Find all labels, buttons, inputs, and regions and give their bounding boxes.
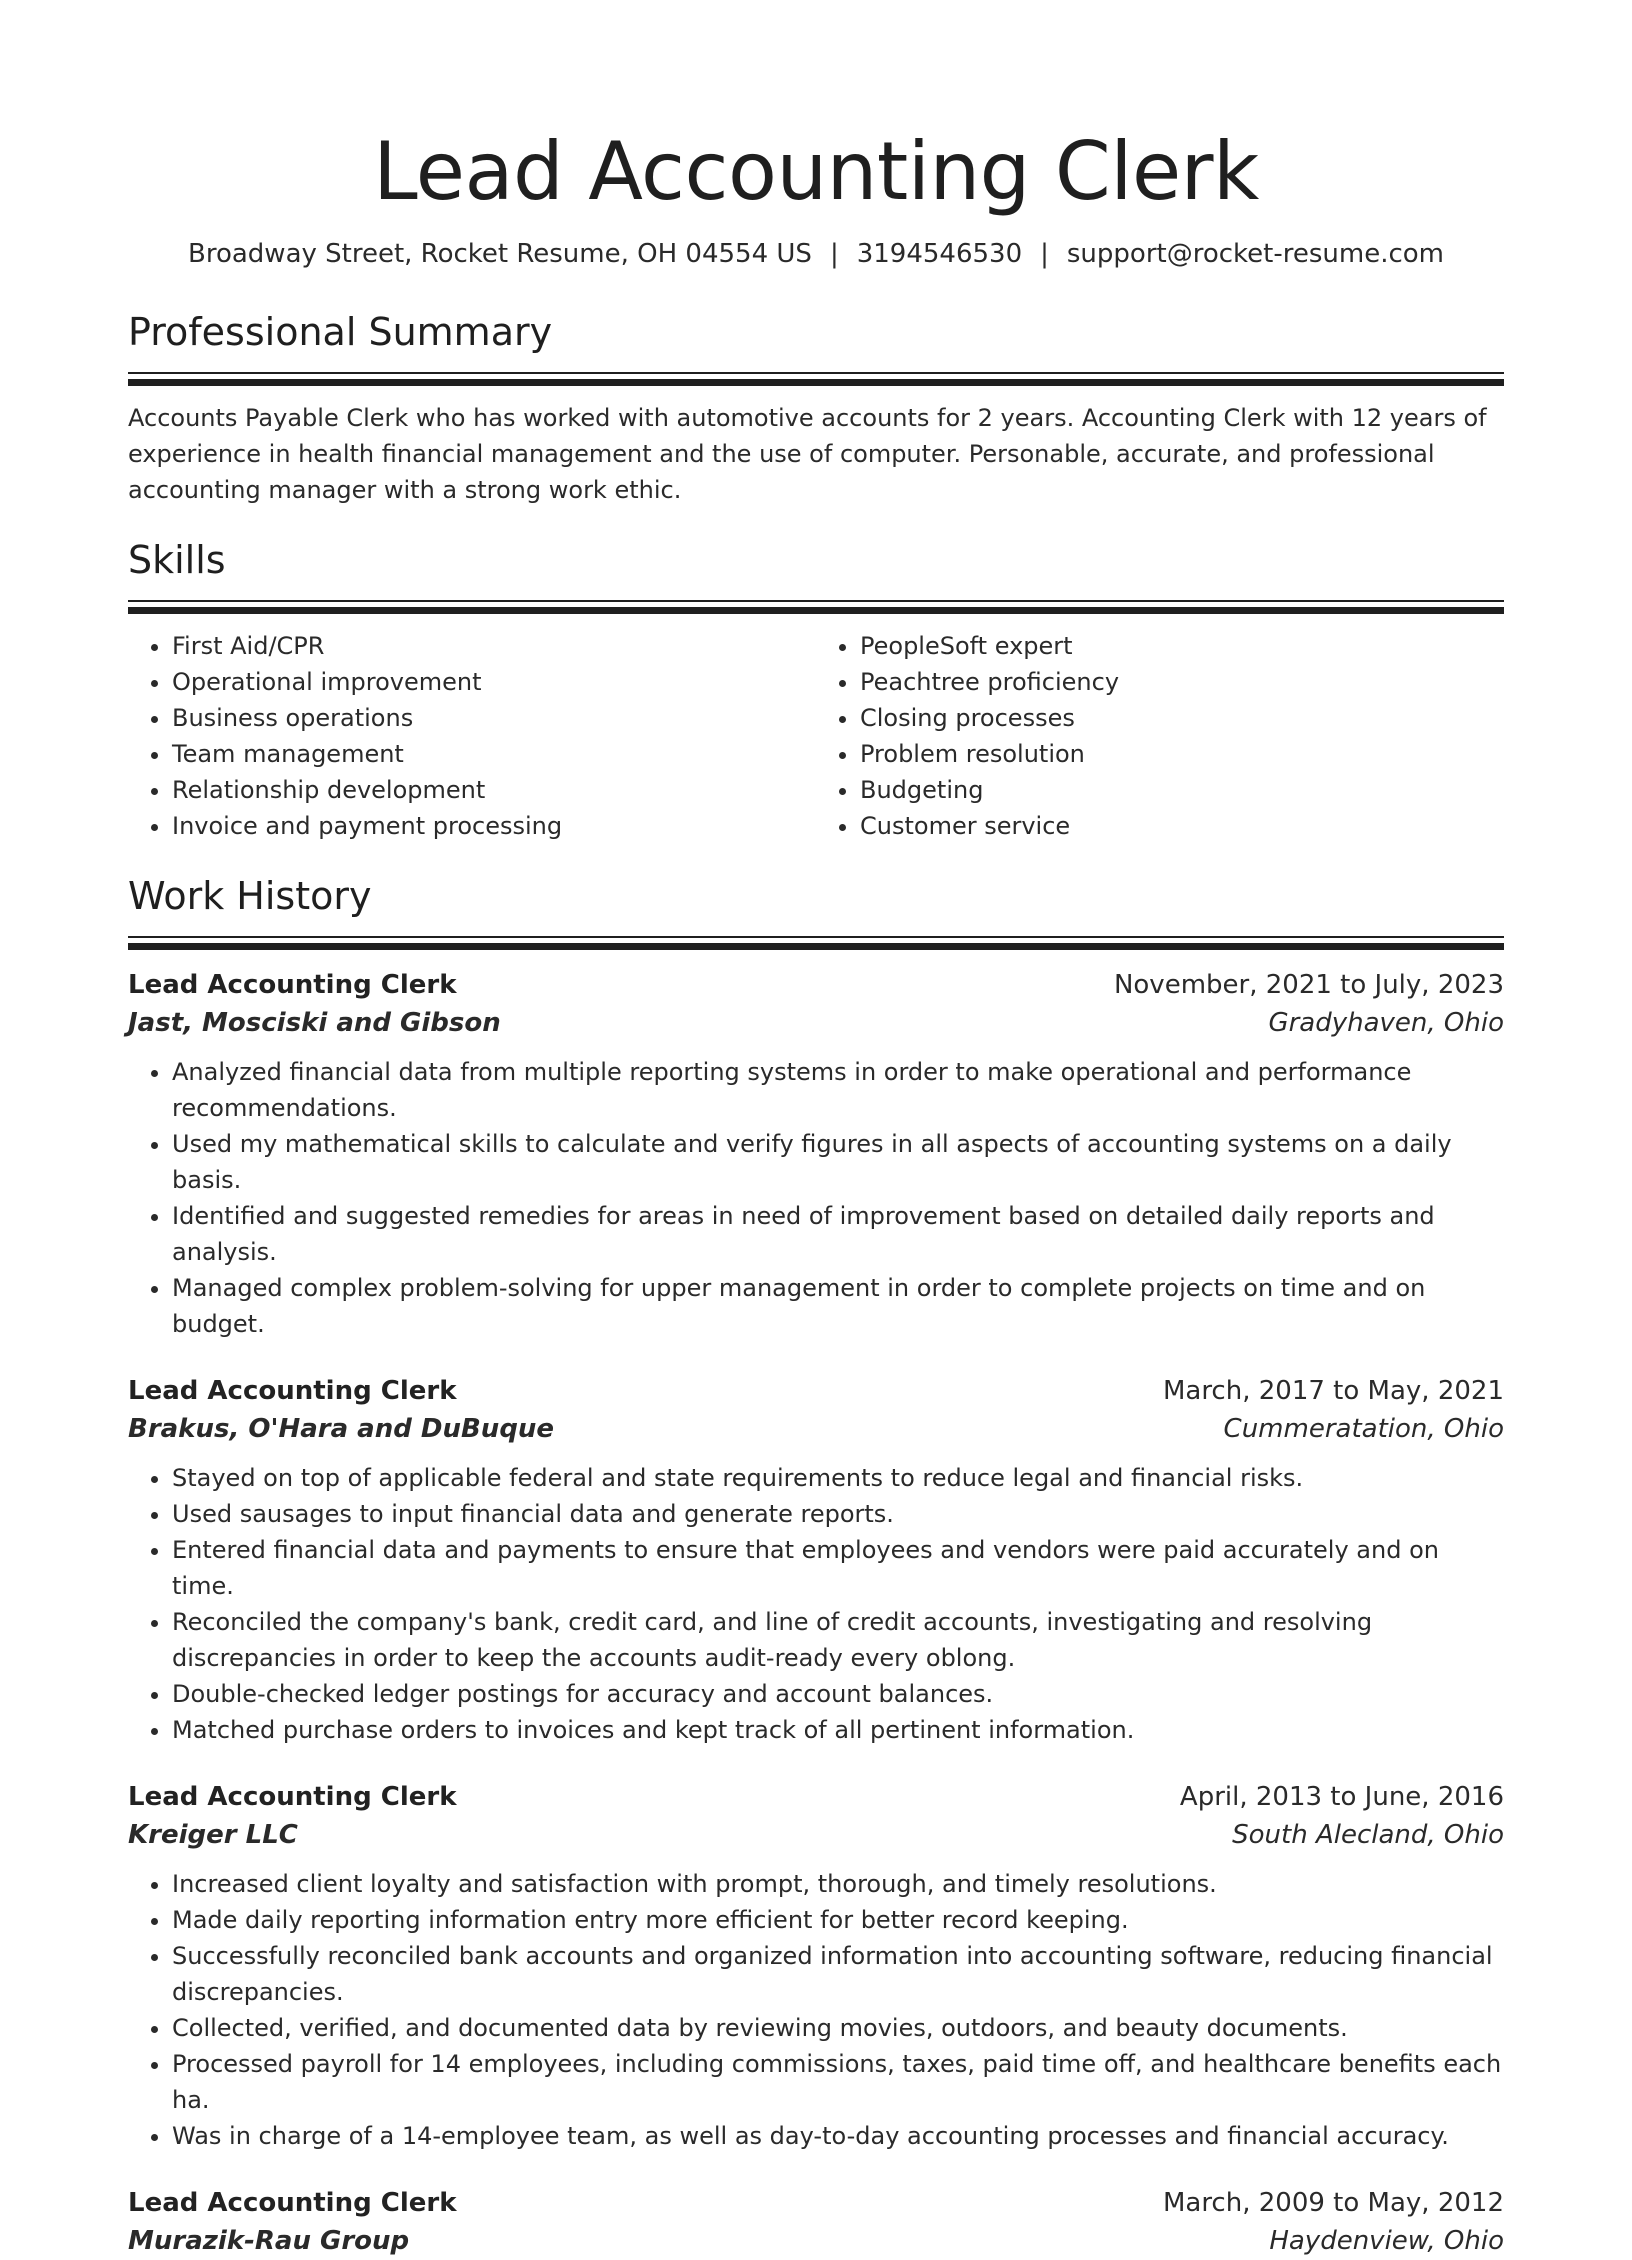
- job-location: Cummeratation, Ohio: [1223, 1414, 1504, 1444]
- job-bullet: • Double-checked ledger postings for accuracy and account balances.: [172, 1676, 1504, 1712]
- skill-item: • Invoice and payment processing: [172, 808, 816, 844]
- job-bullet: • Stayed on top of applicable federal and state requirements to reduce legal and financial risks.: [172, 1460, 1504, 1496]
- section-rule-thin: [128, 600, 1504, 602]
- job-subheader: [128, 1816, 1504, 1854]
- section-title-skills: Skills: [128, 538, 226, 582]
- job-title: Lead Accounting Clerk: [128, 2188, 457, 2218]
- skill-item: • First Aid/CPR: [172, 628, 816, 664]
- skills-section: [128, 536, 1504, 844]
- summary-section: [128, 308, 1504, 508]
- job-header: [128, 2184, 1504, 2222]
- section-rule-thick: [128, 607, 1504, 614]
- section-rule-thick: [128, 379, 1504, 386]
- section-title-summary: Professional Summary: [128, 310, 553, 354]
- job-entry: [128, 1372, 1504, 1748]
- job-header: [128, 966, 1504, 1004]
- job-bullets: [128, 1866, 1504, 2154]
- job-bullet: • Identified and suggested remedies for areas in need of improvement based on detailed daily reports and analysis.: [172, 1198, 1504, 1270]
- job-dates: April, 2013 to June, 2016: [1179, 1782, 1504, 1812]
- job-header: [128, 1778, 1504, 1816]
- skill-item: • Business operations: [172, 700, 816, 736]
- job-bullet: • Increased client loyalty and satisfaction with prompt, thorough, and timely resolutions.: [172, 1866, 1504, 1902]
- job-subheader: [128, 2222, 1504, 2260]
- job-subheader: [128, 1004, 1504, 1042]
- skill-item: • Relationship development: [172, 772, 816, 808]
- section-title-work: Work History: [128, 874, 372, 918]
- job-dates: March, 2009 to May, 2012: [1162, 2188, 1504, 2218]
- job-dates: March, 2017 to May, 2021: [1162, 1376, 1504, 1406]
- contact-address: Broadway Street, Rocket Resume, OH 04554 US: [188, 239, 812, 269]
- job-bullet: • Managed complex problem-solving for upper management in order to complete projects on time and on budget.: [172, 1270, 1504, 1342]
- job-title: Lead Accounting Clerk: [128, 970, 457, 1000]
- skill-item: • Peachtree proficiency: [860, 664, 1504, 700]
- job-bullet: • Used sausages to input financial data and generate reports.: [172, 1496, 1504, 1532]
- job-bullet: • Was in charge of a 14-employee team, as well as day-to-day accounting processes and financial accuracy.: [172, 2118, 1504, 2154]
- contact-line: [128, 236, 1504, 272]
- job-dates: November, 2021 to July, 2023: [1113, 970, 1504, 1000]
- job-entry: [128, 966, 1504, 1342]
- contact-separator: |: [1040, 239, 1049, 269]
- job-bullet: • Processed payroll for 14 employees, including commissions, taxes, paid time off, and healthcare benefits each ha.: [172, 2046, 1504, 2118]
- skill-item: • PeopleSoft expert: [860, 628, 1504, 664]
- skill-item: • Budgeting: [860, 772, 1504, 808]
- job-bullet: • Successfully reconciled bank accounts and organized information into accounting software, reducing financial discrepancies.: [172, 1938, 1504, 2010]
- job-bullet: • Made daily reporting information entry more efficient for better record keeping.: [172, 1902, 1504, 1938]
- job-header: [128, 1372, 1504, 1410]
- section-rule-thin: [128, 936, 1504, 938]
- section-rule-thin: [128, 372, 1504, 374]
- contact-email: support@rocket-resume.com: [1066, 239, 1444, 269]
- job-bullet: • Reconciled the company's bank, credit card, and line of credit accounts, investigating and resolving discrepancies in order to keep the accounts audit-ready every oblong.: [172, 1604, 1504, 1676]
- skill-item: • Closing processes: [860, 700, 1504, 736]
- skill-item: • Customer service: [860, 808, 1504, 844]
- job-bullet: • Used my mathematical skills to calculate and verify figures in all aspects of accounting systems on a daily basis.: [172, 1126, 1504, 1198]
- resume-page: [128, 0, 1504, 2256]
- job-title: Lead Accounting Clerk: [128, 1782, 457, 1812]
- job-entry: [128, 2184, 1504, 2260]
- contact-separator: |: [829, 239, 839, 269]
- section-rule-thick: [128, 943, 1504, 950]
- job-bullets: [128, 1460, 1504, 1748]
- job-company: Murazik-Rau Group: [128, 2226, 410, 2256]
- job-location: Haydenview, Ohio: [1269, 2226, 1504, 2256]
- job-entry: [128, 1778, 1504, 2154]
- skills-column-left: [128, 628, 816, 844]
- job-company: Jast, Mosciski and Gibson: [128, 1008, 501, 1038]
- job-location: Gradyhaven, Ohio: [1268, 1008, 1504, 1038]
- skills-column-right: [816, 628, 1504, 844]
- job-bullet: • Entered financial data and payments to ensure that employees and vendors were paid accurately and on time.: [172, 1532, 1504, 1604]
- resume-name: Lead Accounting Clerk: [373, 125, 1259, 218]
- job-company: Kreiger LLC: [128, 1820, 298, 1850]
- work-section: [128, 872, 1504, 2260]
- contact-phone: 3194546530: [856, 239, 1023, 269]
- skills-columns: [128, 628, 1504, 844]
- job-location: South Alecland, Ohio: [1232, 1820, 1504, 1850]
- skill-item: • Problem resolution: [860, 736, 1504, 772]
- job-subheader: [128, 1410, 1504, 1448]
- job-title: Lead Accounting Clerk: [128, 1376, 457, 1406]
- job-bullet: • Matched purchase orders to invoices and kept track of all pertinent information.: [172, 1712, 1504, 1748]
- summary-text: Accounts Payable Clerk who has worked with automotive accounts for 2 years. Accounting Clerk with 12 years of experience in health financial management and the use of computer. Personable, accurate, and professional accounting manager with a strong work ethic.: [128, 404, 1487, 504]
- job-bullet: • Collected, verified, and documented data by reviewing movies, outdoors, and beauty documents.: [172, 2010, 1504, 2046]
- skill-item: • Operational improvement: [172, 664, 816, 700]
- job-bullet: • Analyzed financial data from multiple reporting systems in order to make operational and performance recommendations.: [172, 1054, 1504, 1126]
- job-bullets: [128, 1054, 1504, 1342]
- job-company: Brakus, O'Hara and DuBuque: [128, 1414, 555, 1444]
- skill-item: • Team management: [172, 736, 816, 772]
